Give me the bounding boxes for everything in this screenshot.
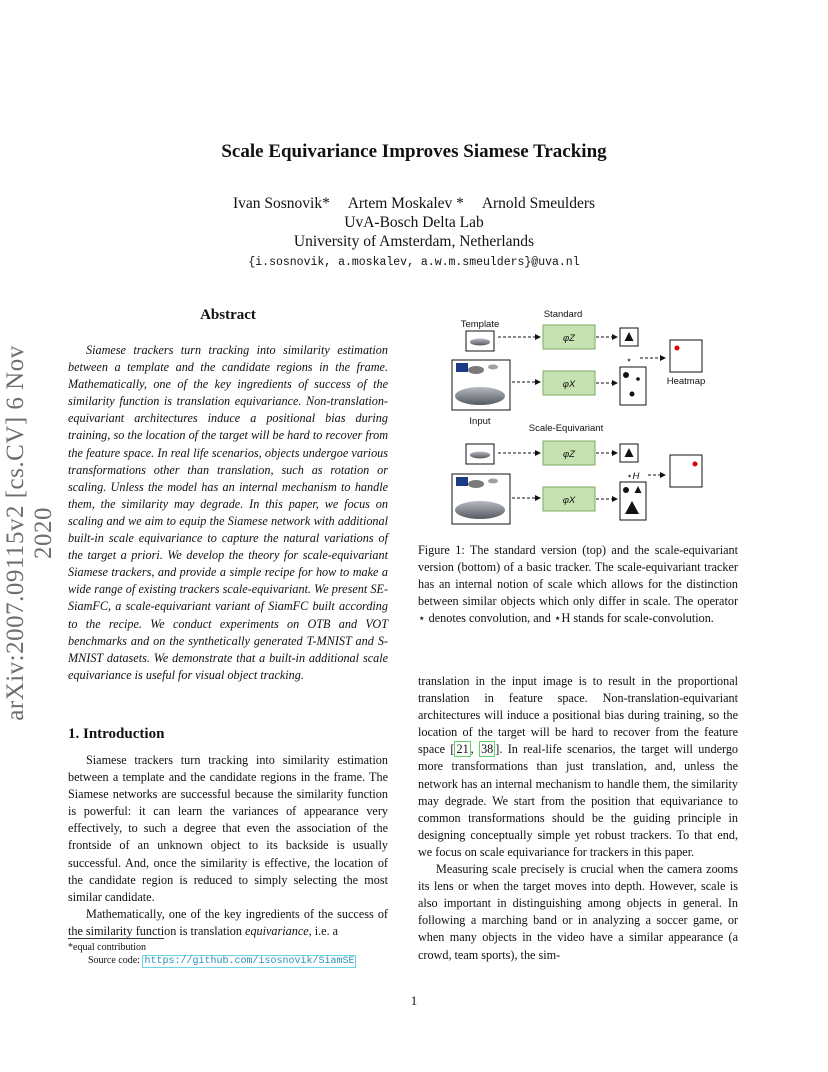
label-template: Template	[460, 319, 500, 330]
page-number: 1	[410, 993, 418, 1008]
footnote-rule	[68, 938, 164, 939]
svg-text:φZ: φZ	[562, 449, 576, 460]
abstract-text: Siamese trackers turn tracking into similarity estimation between a template and the candidate regions in the frame. Mathematically, one of the key ingredients of success of the similarity function is translation equivariance. Non-translation-equivariant architectures induce a positional bias during training, so the location of the target will be hard to recover from the feature space. In real life scenarios, objects undergoe various transformations other than translation, such as rotation or scaling. Unless the model has an internal mechanism to handle them, the similarity may degrade. In this paper, we focus on scaling and we aim to equip the Siamese network with additional built-in scale equivariance to capture the natural variations of the target a priori. We develop the theory for scale-equivariant Siamese trackers, and provide a simple recipe for how to make a wide range of existing trackers scale-equivariant. We present SE-SiamFC, a scale-equivariant variant of SiamFC built according to the recipe. We conduct experiments on OTB and VOT benchmarks and on the synthetically generated T-MNIST and S-MNIST datasets. We demonstrate that a built-in additional scale equivariance is useful for visual object tracking.	[68, 343, 388, 682]
input-feature	[620, 367, 646, 405]
scale-convolution-operator: ⋆H	[626, 471, 640, 482]
footnote-source-code: Source code: https://github.com/isosnovik/SiamSE	[88, 955, 355, 967]
introduction-heading: 1. Introduction	[68, 726, 165, 742]
heatmap-standard	[670, 340, 702, 372]
intro-paragraph-1: Siamese trackers turn tracking into similarity estimation between a template and the candidate regions in the frame. The Siamese networks are successful because the similarity function is powerful: it can learn the variances of appearance very effectively, to such a degree that even the association of the frontside of an unknown object to its backside is usually successful. And, once the similarity is effective, the location of the candidate region is reduced to simply selecting the most similar candidate.	[68, 753, 388, 904]
arxiv-identifier: arXiv:2007.09115v2 [cs.CV] 6 Nov 2020	[2, 345, 57, 721]
affiliation-university: University of Amsterdam, Netherlands	[293, 233, 535, 250]
intro-paragraph-2: Mathematically, one of the key ingredients of the success of the similarity function is translation equivariance, i.e. a	[68, 906, 388, 938]
heatmap-se	[670, 455, 702, 487]
citation-21[interactable]: 21	[456, 742, 469, 757]
paper-title: Scale Equivariance Improves Siamese Tracking	[221, 141, 607, 162]
source-code-link[interactable]: https://github.com/isosnovik/SiamSE	[144, 956, 355, 967]
right-paragraph-2: Measuring scale precisely is crucial when the camera zooms its lens or when the target moves into depth. However, scale is also important in distinguishing among objects in general. In following a marching band or in analyzing a soccer game, or when many objects in the video have a similar appearance (a crowd, team sports), the sim-	[418, 862, 738, 962]
label-scale-equivariant: Scale-Equivariant	[528, 423, 604, 434]
citation-38[interactable]: 38	[481, 742, 494, 757]
abstract-heading: Abstract	[200, 307, 256, 323]
label-standard: Standard	[543, 309, 583, 320]
author-emails: {i.sosnovik, a.moskalev, a.w.m.smeulders}@uva.nl	[248, 256, 580, 269]
introduction-body	[68, 752, 388, 940]
svg-text:φZ: φZ	[562, 333, 576, 344]
footnote-equal-contribution: *equal contribution	[68, 942, 147, 953]
svg-text:φX: φX	[562, 379, 576, 390]
label-input: Input	[469, 416, 491, 427]
affiliation-lab: UvA-Bosch Delta Lab	[344, 214, 484, 231]
label-heatmap: Heatmap	[666, 376, 706, 387]
author-name: Artem Moskalev *	[347, 195, 464, 212]
author-name: Ivan Sosnovik*	[232, 195, 330, 212]
right-column-body	[418, 673, 738, 964]
figure-1-diagram	[418, 300, 738, 532]
author-list	[0, 195, 828, 213]
convolution-operator: ⋆	[626, 355, 632, 366]
input-feature-se	[620, 482, 646, 520]
author-name: Arnold Smeulders	[481, 195, 596, 212]
right-paragraph-1: translation in the input image is to result in the proportional translation in feature space. Non-translation-equivariant architectures will induce a positional bias during training, so the location of the target will be hard to recover from the feature space [ 21 , 38 ]. In real-life scenarios, the target will undergo more transformations than just translation, and, unless the network has an internal mechanism to handle them, the similarity may degrade. We start from the position that equivariance to common transformations should be the guiding principle in designing conceptually simple yet robust trackers. To that end, we focus on scale equivariance for trackers in this paper.	[418, 674, 739, 859]
svg-text:φX: φX	[562, 495, 576, 506]
figure-1-caption: Figure 1: The standard version (top) and the scale-equivariant version (bottom) of a basic tracker. The scale-equivariant tracker has an internal notion of scale which allows for the distinction between similar objects which only differ in scale. The operator ⋆ denotes convolution, and ⋆H stands for scale-convolution.	[418, 543, 738, 626]
